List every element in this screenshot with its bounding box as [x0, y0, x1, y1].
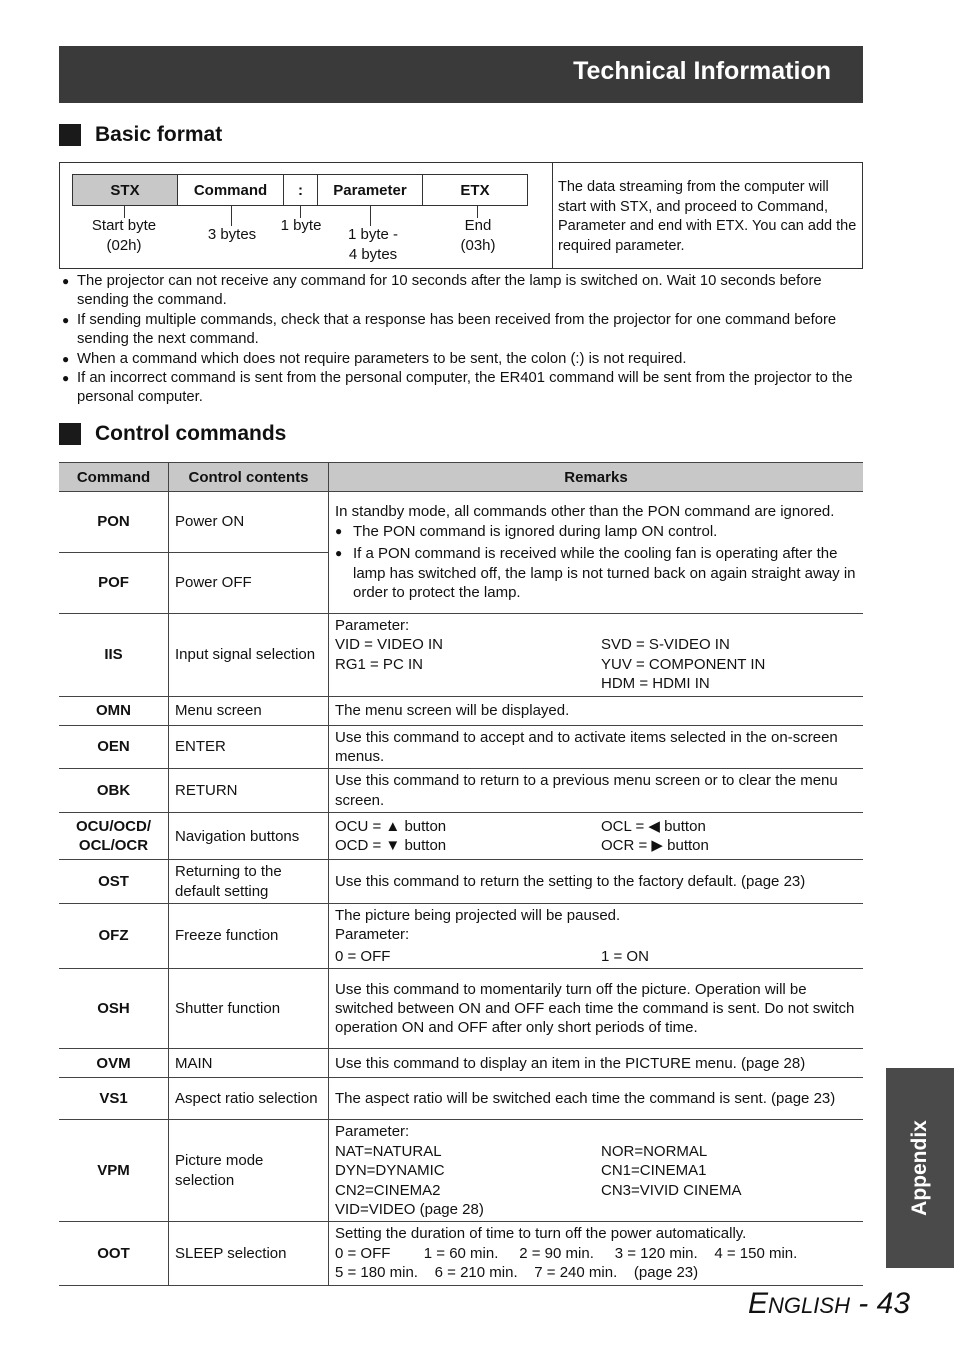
table-header-row: [59, 463, 863, 492]
table-row: VPM Picture mode selection Parameter: NAT=NATURAL NOR=NORMAL DYN=DYNAMIC CN1=CINEMA1 CN2=CINEMA2 CN3=VIVID CINEMA VID=VIDEO (page 28): [59, 1120, 863, 1222]
table-row: VS1 Aspect ratio selection The aspect ratio will be switched each time the command is sent. (page 23): [59, 1078, 863, 1120]
table-row: OCU/OCD/ OCL/OCR Navigation buttons OCU = ▲ button OCL = ◀ button OCD = ▼ button OCR = ▶ button: [59, 813, 863, 860]
stx-cell: STX: [72, 174, 178, 206]
table-row: OBK RETURN Use this command to return to a previous menu screen or to clear the menu screen.: [59, 769, 863, 813]
table-row: OST Returning to the default setting Use this command to return the setting to the factory default. (page 23): [59, 860, 863, 904]
column-header-command: Command: [59, 463, 169, 492]
bullet-icon: ●: [62, 274, 70, 288]
bullet-icon: ●: [62, 312, 70, 327]
table-row: OOT SLEEP selection Setting the duration of time to turn off the power automatically. 0 = OFF 1 = 60 min. 2 = 90 min. 3 = 120 min. 4 = 150 min. 5 = 180 min. 6 = 210 min. 7 = 240 min. (page 23): [59, 1222, 863, 1285]
format-divider: [552, 163, 553, 268]
table-row: OEN ENTER Use this command to accept and to activate items selected in the on-screen menus.: [59, 725, 863, 769]
heading-square-icon: [59, 124, 81, 146]
table-row: IIS Input signal selection Parameter: VID = VIDEO IN SVD = S-VIDEO IN RG1 = PC IN YUV = COMPONENT IN HDM = HDMI IN: [59, 614, 863, 697]
appendix-label: Appendix: [908, 1120, 931, 1216]
bullet-icon: ●: [335, 523, 343, 538]
start-byte-label: Start byte (02h): [91, 217, 157, 254]
power-remarks: In standby mode, all commands other than the PON command are ignored. ● The PON command is ignored during lamp ON control. ● If a PON command is received while the cooling fan is operating after the lamp has switched off, the lamp is not turned back on again straight away in order to protect the lamp.: [329, 492, 864, 614]
column-header-remarks: Remarks: [329, 463, 864, 492]
list-item: ● The projector can not receive any command for 10 seconds after the lamp is switched on. Wait 10 seconds before sending the command.: [62, 272, 858, 311]
command-cell: Command: [177, 174, 284, 206]
parameter-cell: Parameter: [317, 174, 423, 206]
heading-square-icon: [59, 423, 81, 445]
header-bar: [59, 46, 863, 103]
end-byte-label: End (03h): [460, 217, 496, 254]
parameter-tick: [370, 206, 371, 226]
etx-cell: ETX: [422, 174, 528, 206]
basic-format-heading: [59, 123, 222, 147]
colon-cell: :: [283, 174, 318, 206]
format-description: The data streaming from the computer will start with STX, and proceed to Command, Parameter and end with ETX. You can add the required parameter.: [558, 179, 857, 254]
page-footer: ENGLISH - 43: [748, 1287, 910, 1320]
appendix-side-tab[interactable]: [886, 1068, 954, 1268]
table-row: OVM MAIN Use this command to display an item in the PICTURE menu. (page 28): [59, 1049, 863, 1078]
bullet-icon: ●: [335, 546, 343, 561]
table-row: OSH Shutter function Use this command to momentarily turn off the picture. Operation will be switched between ON and OFF each time the command is sent. Do not switch operation ON and OFF after only short periods of time.: [59, 969, 863, 1049]
basic-format-box: [59, 162, 863, 269]
list-item: ● If sending multiple commands, check that a response has been received from the projector for one command before sending the next command.: [62, 311, 858, 350]
basic-format-heading-text: Basic format: [95, 123, 223, 146]
table-row: PON Power ON In standby mode, all commands other than the PON command are ignored. ● The PON command is ignored during lamp ON control. ● If a PON command is received while the cooling fan is operating after the lamp has switched off, the lamp is not turned back on again straight away in order to protect the lamp.: [59, 492, 863, 553]
colon-bytes-label: 1 byte: [280, 217, 322, 234]
table-row: POF Power OFF: [59, 553, 863, 614]
page-title: Technical Information: [573, 57, 831, 85]
command-tick: [231, 206, 232, 226]
list-item: ● If an incorrect command is sent from the personal computer, the ER401 command will be sent from the projector to the personal computer.: [62, 369, 858, 408]
column-header-contents: Control contents: [169, 463, 329, 492]
table-row: OFZ Freeze function The picture being projected will be paused. Parameter: 0 = OFF 1 = ON: [59, 904, 863, 969]
table-row: OMN Menu screen The menu screen will be displayed.: [59, 696, 863, 725]
control-commands-table: [59, 462, 863, 1286]
control-commands-heading: [59, 422, 286, 446]
command-bytes-label: 3 bytes: [207, 226, 257, 243]
control-commands-heading-text: Control commands: [95, 422, 287, 445]
list-item: ● When a command which does not require parameters to be sent, the colon (:) is not required.: [62, 350, 858, 369]
bullet-icon: ●: [62, 351, 70, 366]
parameter-bytes-label: 1 byte - 4 bytes: [347, 226, 399, 263]
notes-list: [62, 272, 858, 408]
bullet-icon: ●: [62, 371, 70, 386]
